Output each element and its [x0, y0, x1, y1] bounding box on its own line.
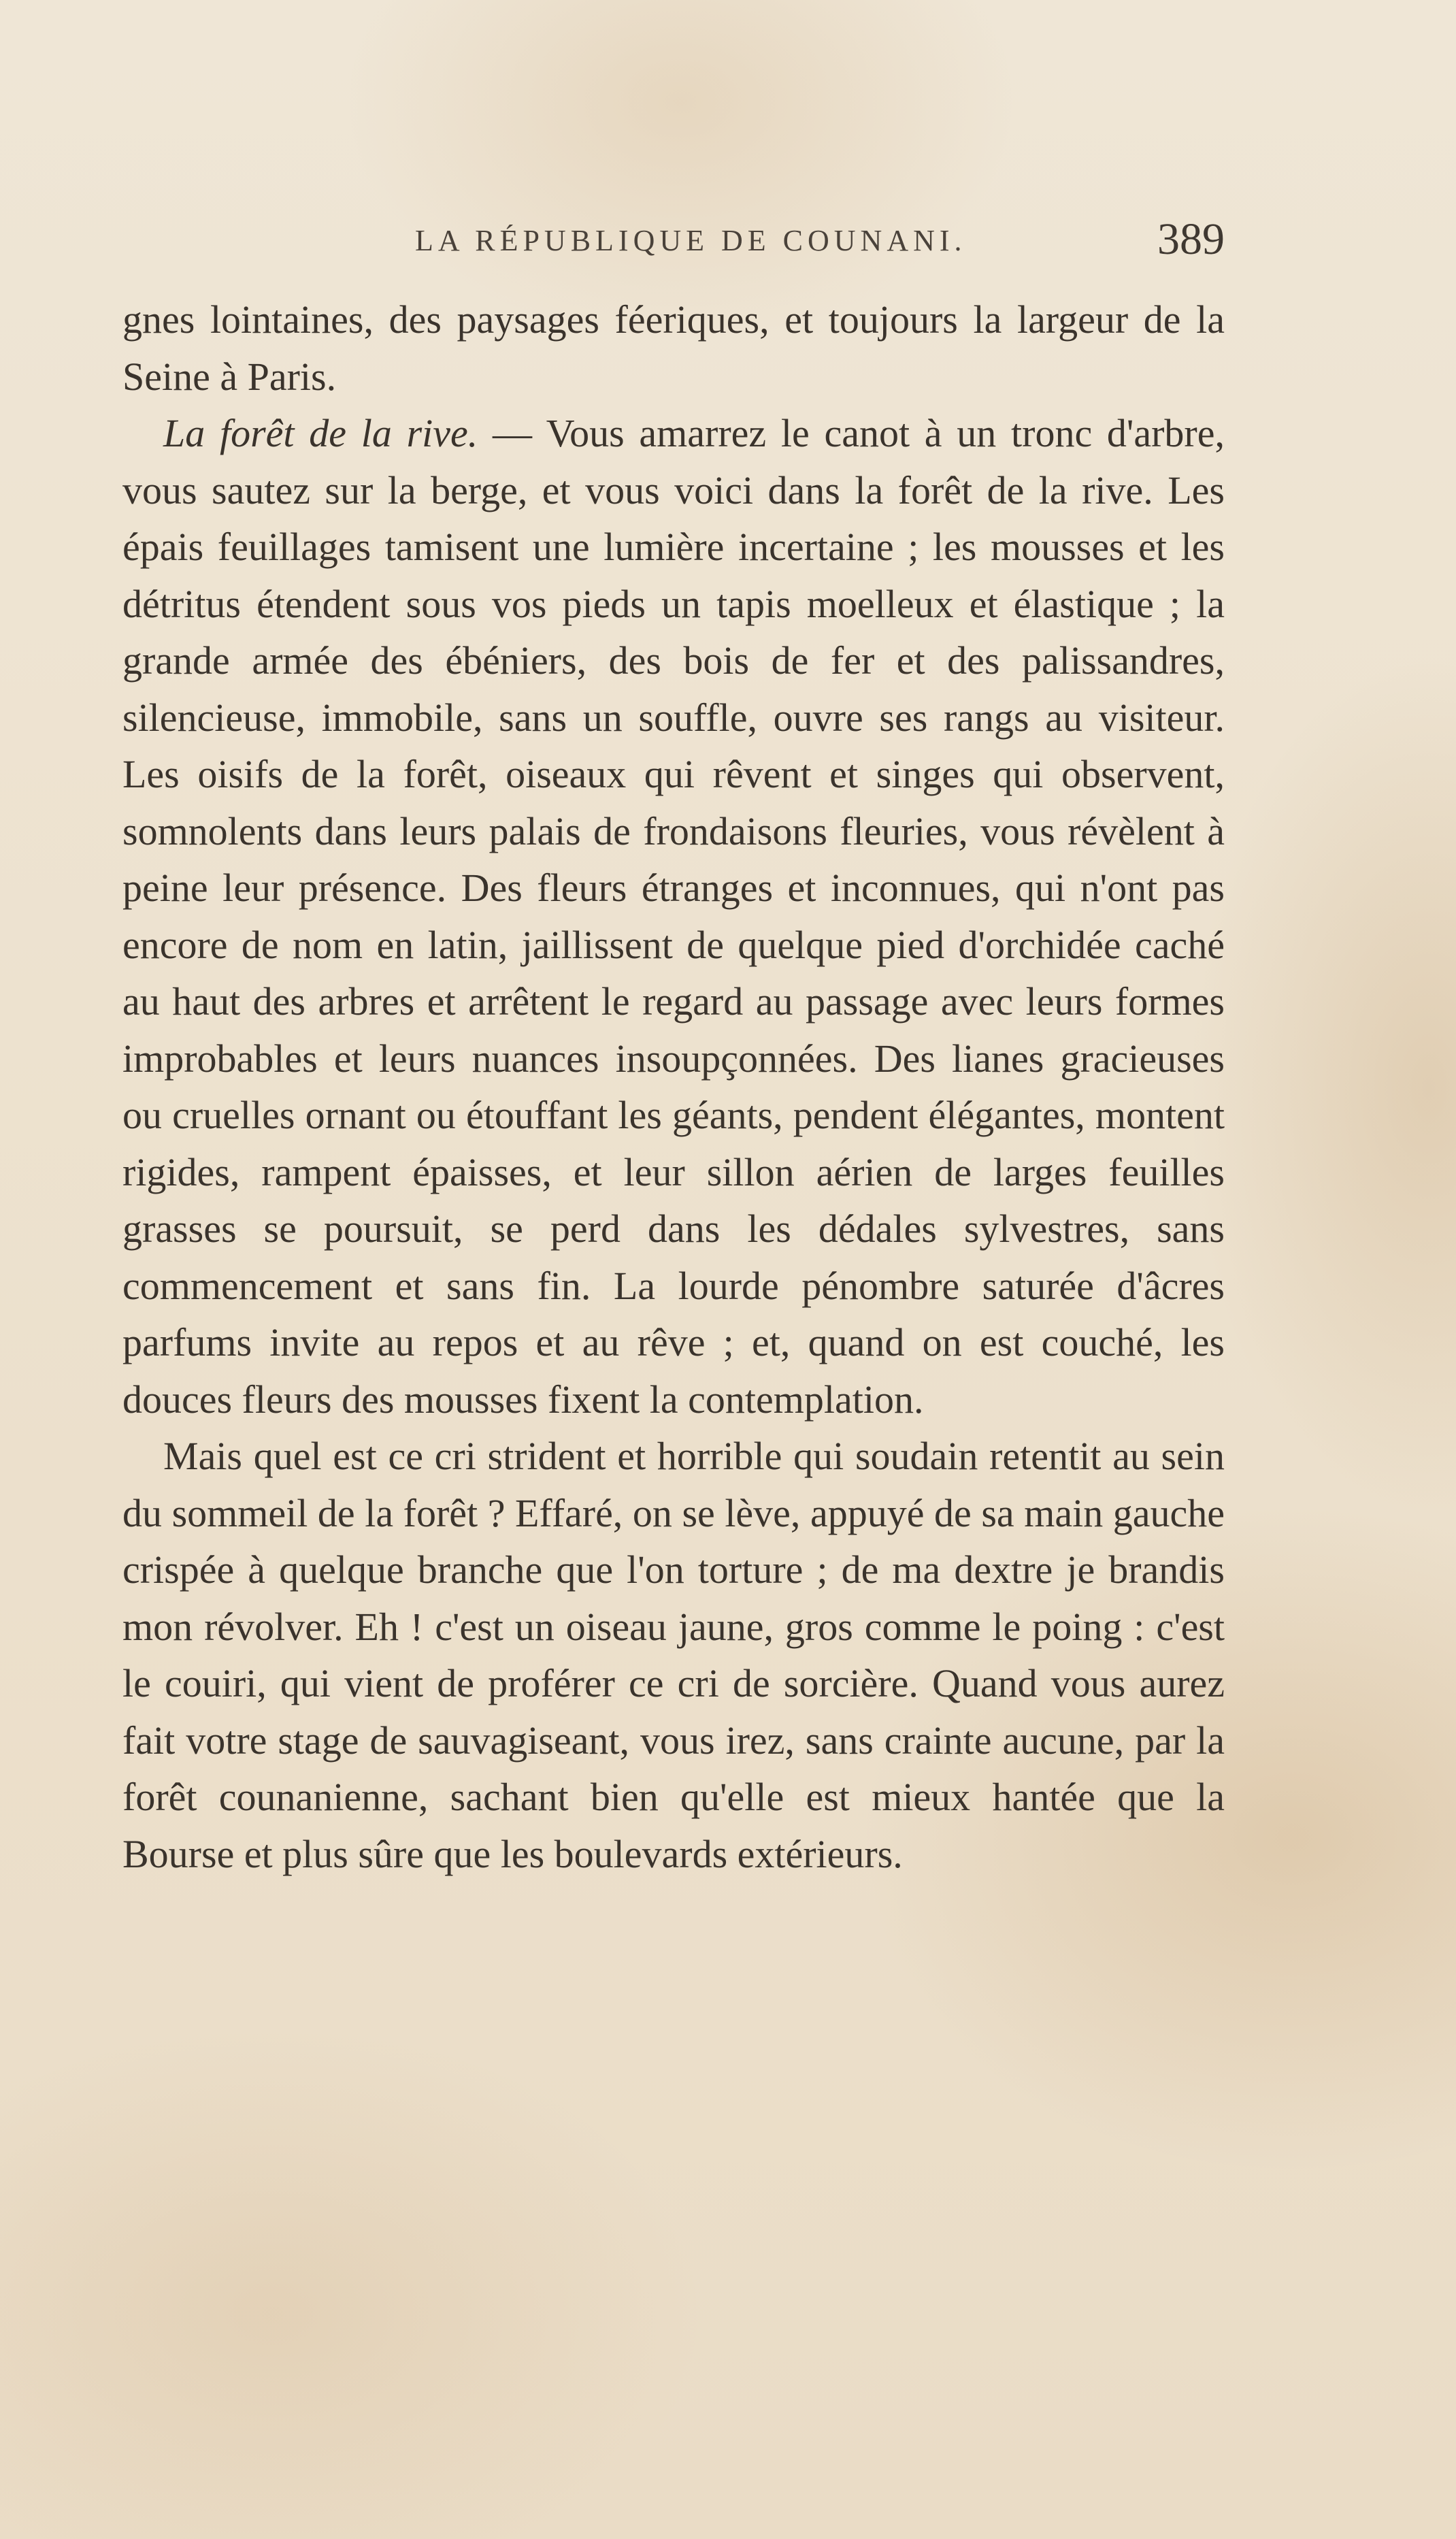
paragraph-couiri: Mais quel est ce cri strident et horrible qui soudain retentit au sein du sommeil de la forêt ? Effaré, on se lève, appuyé de sa main gauche crispée à quelque branche que l'on torture ; de ma dextre je brandis mon révolver. Eh ! c'est un oiseau jaune, gros comme le poing : c'est le couiri, qui vient de proférer ce cri de sorcière. Quand vous aurez fait votre stage de sauvagiseant, vous irez, sans crainte aucune, par la forêt counanienne, sachant bien qu'elle est mieux hantée que la Bourse et plus sûre que les boulevards extérieurs.: [122, 1434, 1225, 1876]
paragraph-forest: [122, 405, 1225, 1428]
paragraph-continuation: gnes lointaines, des paysages féeriques, et toujours la largeur de la Seine à Paris.: [122, 297, 1225, 399]
running-header: [122, 214, 1225, 268]
paragraph-forest-text: — Vous amarrez le canot à un tronc d'arbre, vous sautez sur la berge, et vous voici dans la forêt de la rive. Les épais feuillages tamisent une lumière incertaine ; les mousses et les détritus étendent sous vos pieds un tapis moelleux et élastique ; la grande armée des ébéniers, des bois de fer et des palissandres, silencieuse, immobile, sans un souffle, ouvre ses rangs au visiteur. Les oisifs de la forêt, oiseaux qui rêvent et singes qui observent, somnolents dans leurs palais de frondaisons fleuries, vous révèlent à peine leur présence. Des fleurs étranges et inconnues, qui n'ont pas encore de nom en latin, jaillissent de quelque pied d'orchidée caché au haut des arbres et arrêtent le regard au passage avec leurs formes improbables et leurs nuances insoupçonnées. Des lianes gracieuses ou cruelles ornant ou étouffant les géants, pendent élégantes, montent rigides, rampent épaisses, et leur sillon aérien de larges feuilles grasses se poursuit, se perd dans les dédales sylvestres, sans commencement et sans fin. La lourde pénombre saturée d'âcres parfums invite au repos et au rêve ; et, quand on est couché, les douces fleurs des mousses fixent la contemplation.: [122, 411, 1225, 1422]
section-heading-italic: La forêt de la rive.: [163, 411, 478, 455]
page-number: 389: [1157, 214, 1225, 264]
running-title: LA RÉPUBLIQUE DE COUNANI.: [415, 224, 967, 257]
body-text: [122, 291, 1225, 1882]
